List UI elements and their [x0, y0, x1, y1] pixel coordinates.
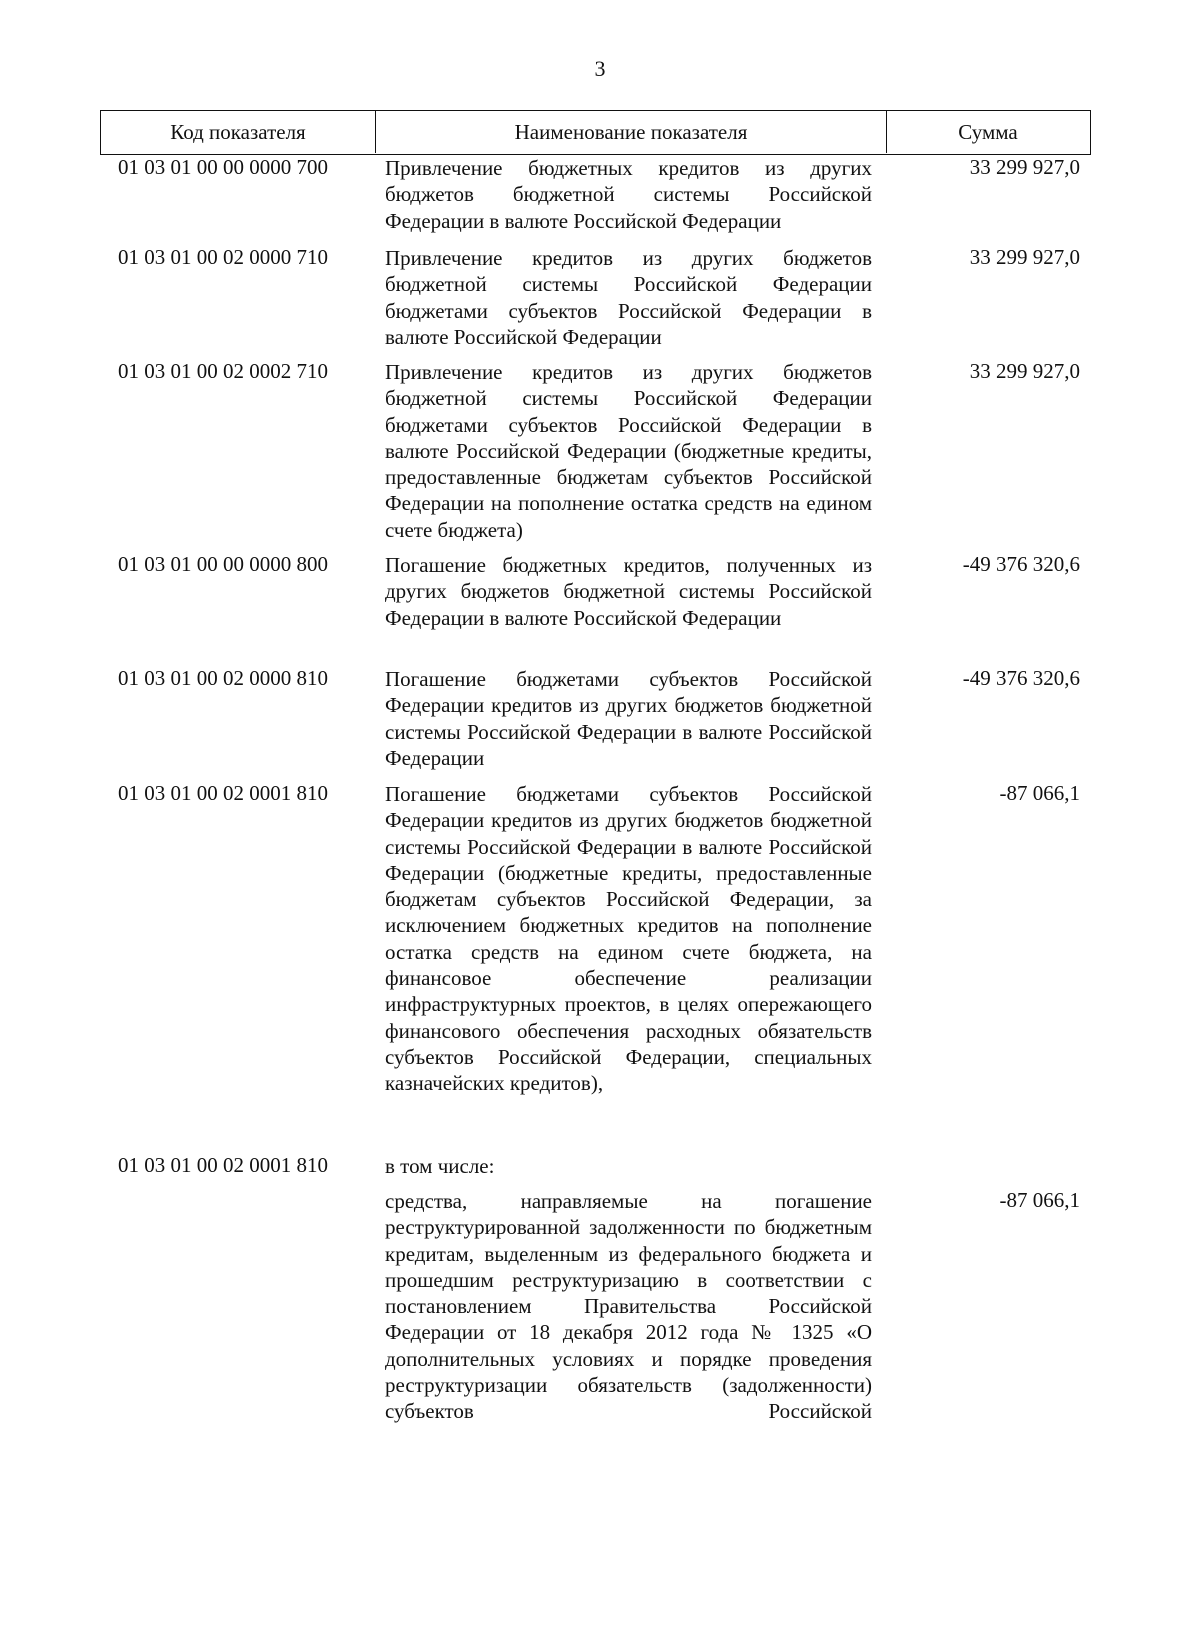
row-name: Погашение бюджетных кредитов, полученных из других бюджетов бюджетной системы Российской Федерации в валюте Российской Федерации [385, 553, 872, 630]
row-code: 01 03 01 00 02 0001 810 [118, 1153, 328, 1177]
header-sum: Сумма [958, 120, 1018, 144]
row-sum: -49 376 320,6 [962, 666, 1080, 690]
row-name: Привлечение кредитов из других бюджетов бюджетной системы Российской Федерации бюджетами субъектов Российской Федерации в валюте Российской Федерации [385, 246, 872, 349]
row-code: 01 03 01 00 00 0000 800 [118, 552, 328, 576]
header-code: Код показателя [101, 111, 376, 153]
row-sum: -87 066,1 [999, 1188, 1080, 1212]
row-sum: 33 299 927,0 [969, 155, 1080, 179]
row-name: Привлечение кредитов из других бюджетов бюджетной системы Российской Федерации бюджетами субъектов Российской Федерации в валюте Российской Федерации (бюджетные кредиты, предоставленные бюджетам субъектов Российской Федерации на пополнение остатка средств на едином счете бюджета) [385, 360, 872, 542]
row-sum: -87 066,1 [999, 781, 1080, 805]
row-code: 01 03 01 00 02 0001 810 [118, 781, 328, 805]
row-code: 01 03 01 00 00 0000 700 [118, 155, 328, 179]
row-code: 01 03 01 00 02 0002 710 [118, 359, 328, 383]
page-number: 3 [594, 56, 606, 81]
row-name: Погашение бюджетами субъектов Российской Федерации кредитов из других бюджетов бюджетной системы Российской Федерации в валюте Российской Федерации (бюджетные кредиты, предоставленные бюджетам субъектов Российской Федерации, за исключением бюджетных кредитов на пополнение остатка средств на едином счете бюджета, на финансовое обеспечение реализации инфраструктурных проектов, в целях опережающего финансового обеспечения расходных обязательств субъектов Российской Федерации, специальных казначейских кредитов), [385, 782, 872, 1096]
row-name: средства, направляемые на погашение реструктурированной задолженности по бюджетным кредитам, выделенным из федерального бюджета и прошедшим реструктуризацию в соответствии с постановлением Правительства Российской Федерации от 18 декабря 2012 года № 1325 «О дополнительных условиях и порядке проведения реструктуризации обязательств (задолженности) субъектов Российской [385, 1189, 872, 1424]
row-name: Погашение бюджетами субъектов Российской Федерации кредитов из других бюджетов бюджетной системы Российской Федерации в валюте Российской Федерации [385, 667, 872, 770]
row-code: 01 03 01 00 02 0000 810 [118, 666, 328, 690]
row-sum: 33 299 927,0 [969, 359, 1080, 383]
row-sum: -49 376 320,6 [962, 552, 1080, 576]
row-code: 01 03 01 00 02 0000 710 [118, 245, 328, 269]
table-header [100, 110, 1091, 155]
row-name: Привлечение бюджетных кредитов из других бюджетов бюджетной системы Российской Федерации в валюте Российской Федерации [385, 156, 872, 233]
header-name: Наименование показателя [376, 111, 887, 153]
row-name: в том числе: [385, 1154, 495, 1178]
row-sum: 33 299 927,0 [969, 245, 1080, 269]
